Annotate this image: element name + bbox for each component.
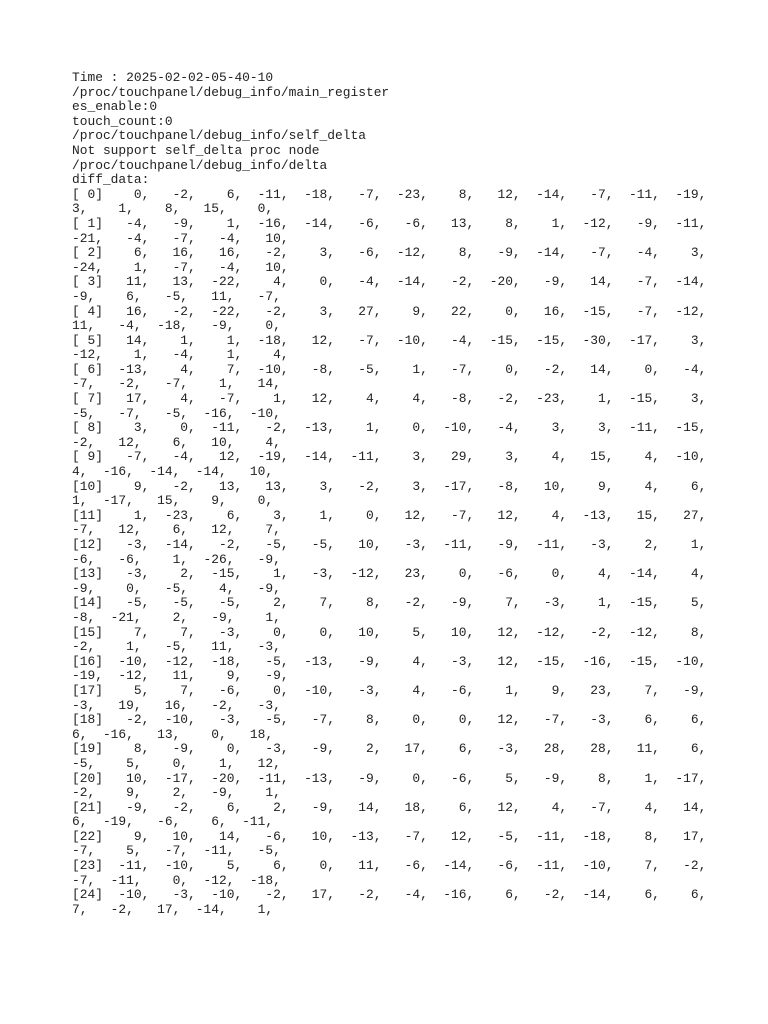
diff-row-continuation: 3, 1, 8, 15, 0, (72, 201, 274, 217)
diff-data-rows (72, 188, 762, 918)
diff-row: [21] -9, -2, 6, 2, -9, 14, 18, 6, 12, 4, -7, 4, 14, (72, 799, 707, 815)
diff-row-continuation: 1, -17, 15, 9, 0, (72, 493, 274, 509)
diff-row-continuation: -12, 1, -4, 1, 4, (72, 347, 289, 363)
debug-log (72, 71, 762, 917)
diff-row: [ 4] 16, -2, -22, -2, 3, 27, 9, 22, 0, 16, -15, -7, -12, (72, 303, 707, 319)
diff-row: [12] -3, -14, -2, -5, -5, 10, -3, -11, -9, -11, -3, 2, 1, (72, 537, 707, 552)
diff-row-continuation: -7, 12, 6, 12, 7, (72, 522, 281, 538)
diff-row: [15] 7, 7, -3, 0, 0, 10, 5, 10, 12, -12, -2, -12, 8, (72, 624, 707, 640)
diff-row: [13] -3, 2, -15, 1, -3, -12, 23, 0, -6, 0, 4, -14, 4, (72, 566, 707, 582)
diff-row-continuation: -2, 12, 6, 10, 4, (72, 434, 281, 450)
diff-row-continuation: -2, 1, -5, 11, -3, (72, 639, 281, 655)
diff-row: [ 8] 3, 0, -11, -2, -13, 1, 0, -10, -4, 3, 3, -11, -15, (72, 420, 707, 436)
diff-row-continuation: 11, -4, -18, -9, 0, (72, 318, 281, 334)
self-delta-path-line: /proc/touchpanel/debug_info/self_delta (72, 128, 366, 144)
self-delta-status-line: Not support self_delta proc node (72, 142, 320, 158)
diff-row: [ 0] 0, -2, 6, -11, -18, -7, -23, 8, 12, -14, -7, -11, -19, (72, 186, 707, 202)
diff-row: [19] 8, -9, 0, -3, -9, 2, 17, 6, -3, 28, 28, 11, 6, (72, 741, 707, 757)
es-enable-line: es_enable:0 (72, 99, 158, 115)
diff-row: [17] 5, 7, -6, 0, -10, -3, 4, -6, 1, 9, 23, 7, -9, (72, 682, 707, 698)
diff-row-continuation: -7, -11, 0, -12, -18, (72, 872, 281, 888)
diff-row: [ 7] 17, 4, -7, 1, 12, 4, 4, -8, -2, -23, 1, -15, 3, (72, 391, 707, 407)
diff-row: [16] -10, -12, -18, -5, -13, -9, 4, -3, 12, -15, -16, -15, -10, (72, 653, 707, 669)
diff-row: [ 5] 14, 1, 1, -18, 12, -7, -10, -4, -15, -15, -30, -17, 3, (72, 332, 707, 348)
diff-row-continuation: 6, -19, -6, 6, -11, (72, 814, 274, 830)
diff-row: [18] -2, -10, -3, -5, -7, 8, 0, 0, 12, -7, -3, 6, 6, (72, 712, 707, 728)
diff-row: [14] -5, -5, -5, 2, 7, 8, -2, -9, 7, -3, 1, -15, 5, (72, 595, 707, 611)
diff-row-continuation: -2, 9, 2, -9, 1, (72, 785, 281, 801)
diff-row-continuation: -7, 5, -7, -11, -5, (72, 843, 281, 859)
diff-row-continuation: -8, -21, 2, -9, 1, (72, 609, 281, 625)
diff-row-continuation: -9, 6, -5, 11, -7, (72, 288, 281, 304)
diff-row-continuation: -19, -12, 11, 9, -9, (72, 668, 289, 684)
diff-row-continuation: -5, -7, -5, -16, -10, (72, 405, 281, 421)
diff-row: [ 9] -7, -4, 12, -19, -14, -11, 3, 29, 3, 4, 15, 4, -10, (72, 449, 707, 465)
diff-row-continuation: 6, -16, 13, 0, 18, (72, 726, 274, 742)
diff-row-continuation: -9, 0, -5, 4, -9, (72, 580, 281, 596)
diff-row: [22] 9, 10, 14, -6, 10, -13, -7, 12, -5, -11, -18, 8, 17, (72, 828, 707, 844)
diff-row-continuation: -5, 5, 0, 1, 12, (72, 755, 281, 771)
diff-row-continuation: -3, 19, 16, -2, -3, (72, 697, 281, 713)
delta-path-line: /proc/touchpanel/debug_info/delta (72, 157, 328, 173)
diff-row-continuation: 4, -16, -14, -14, 10, (72, 464, 274, 480)
diff-row-continuation: -21, -4, -7, -4, 10, (72, 230, 289, 246)
diff-row: [11] 1, -23, 6, 3, 1, 0, 12, -7, 12, 4, -13, 15, 27, (72, 507, 707, 523)
main-register-path-line: /proc/touchpanel/debug_info/main_register (72, 84, 390, 100)
diff-row: [10] 9, -2, 13, 13, 3, -2, 3, -17, -8, 10, 9, 4, 6, (72, 478, 707, 494)
diff-row-continuation: 7, -2, 17, -14, 1, (72, 901, 274, 917)
diff-row-continuation: -6, -6, 1, -26, -9, (72, 551, 281, 567)
diff-data-label: diff_data: (72, 172, 150, 188)
diff-row: [ 1] -4, -9, 1, -16, -14, -6, -6, 13, 8, 1, -12, -9, -11, (72, 215, 707, 231)
diff-row: [ 2] 6, 16, 16, -2, 3, -6, -12, 8, -9, -14, -7, -4, 3, (72, 245, 707, 261)
diff-row: [23] -11, -10, 5, 6, 0, 11, -6, -14, -6, -11, -10, 7, -2, (72, 858, 707, 874)
timestamp-line: Time : 2025-02-02-05-40-10 (72, 70, 274, 85)
diff-row: [20] 10, -17, -20, -11, -13, -9, 0, -6, 5, -9, 8, 1, -17, (72, 770, 707, 786)
diff-row: [ 6] -13, 4, 7, -10, -8, -5, 1, -7, 0, -2, 14, 0, -4, (72, 361, 707, 377)
diff-row: [ 3] 11, 13, -22, 4, 0, -4, -14, -2, -20, -9, 14, -7, -14, (72, 274, 707, 290)
touch-count-line: touch_count:0 (72, 113, 173, 129)
diff-row-continuation: -7, -2, -7, 1, 14, (72, 376, 281, 392)
diff-row: [24] -10, -3, -10, -2, 17, -2, -4, -16, 6, -2, -14, 6, 6, (72, 887, 707, 903)
diff-row-continuation: -24, 1, -7, -4, 10, (72, 259, 289, 275)
